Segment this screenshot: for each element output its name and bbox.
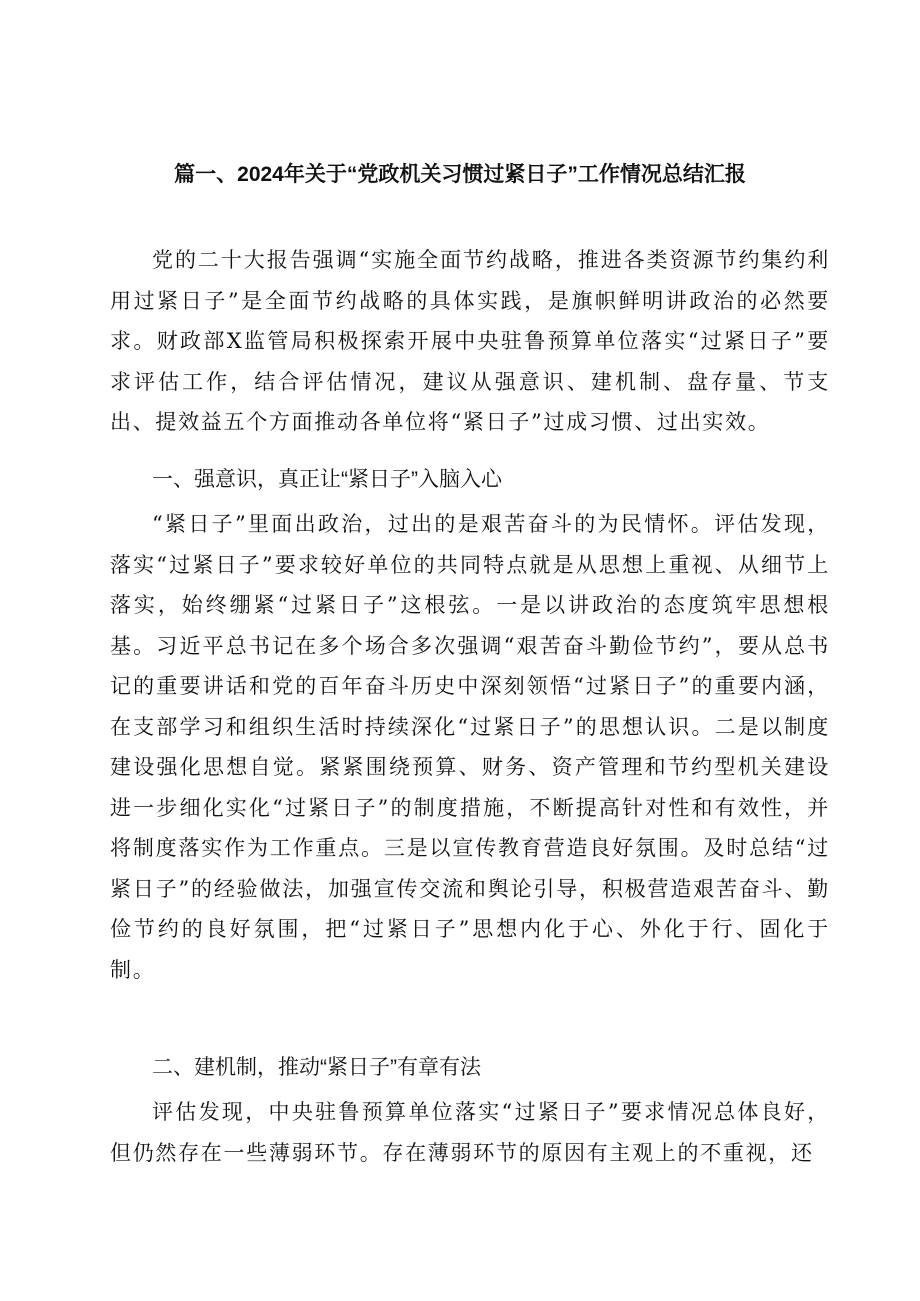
- document-title: 篇一、2024年关于“党政机关习惯过紧日子”工作情况总结汇报: [174, 163, 746, 186]
- section-body-2: 评估发现，中央驻鲁预算单位落实“过紧日子”要求情况总体良好，但仍然存在一些薄弱环节。存在薄弱环节的原因有主观上的不重视，还: [110, 1100, 830, 1165]
- section-body-1: “紧日子”里面出政治，过出的是艰苦奋斗的为民情怀。评估发现，落实“过紧日子”要求较好单位的共同特点就是从思想上重视、从细节上落实，始终绷紧“过紧日子”这根弦。一是以讲政治的态度筑牢思想根基。习近平总书记在多个场合多次强调“艰苦奋斗勤俭节约”，要从总书记的重要讲话和党的百年奋斗历史中深刻领悟“过紧日子”的重要内涵，在支部学习和组织生活时持续深化“过紧日子”的思想认识。二是以制度建设强化思想自觉。紧紧围绕预算、财务、资产管理和节约型机关建设进一步细化实化“过紧日子”的制度措施，不断提高针对性和有效性，并将制度落实作为工作重点。三是以宣传教育营造良好氛围。及时总结“过紧日子”的经验做法，加强宣传交流和舆论引导，积极营造艰苦奋斗、勤俭节约的良好氛围，把“过紧日子”思想内化于心、外化于行、固化于制。: [110, 512, 830, 982]
- intro-paragraph: 党的二十大报告强调“实施全面节约战略，推进各类资源节约集约利用过紧日子”是全面节约战略的具体实践，是旗帜鲜明讲政治的必然要求。财政部X监管局积极探索开展中央驻鲁预算单位落实“过紧日子”要求评估工作，结合评估情况，建议从强意识、建机制、盘存量、节支出、提效益五个方面推动各单位将“紧日子”过成习惯、过出实效。: [110, 248, 830, 434]
- section-heading-2: 二、建机制，推动“紧日子”有章有法: [152, 1056, 481, 1079]
- section-heading-1: 一、强意识，真正让“紧日子”入脑入心: [152, 468, 502, 491]
